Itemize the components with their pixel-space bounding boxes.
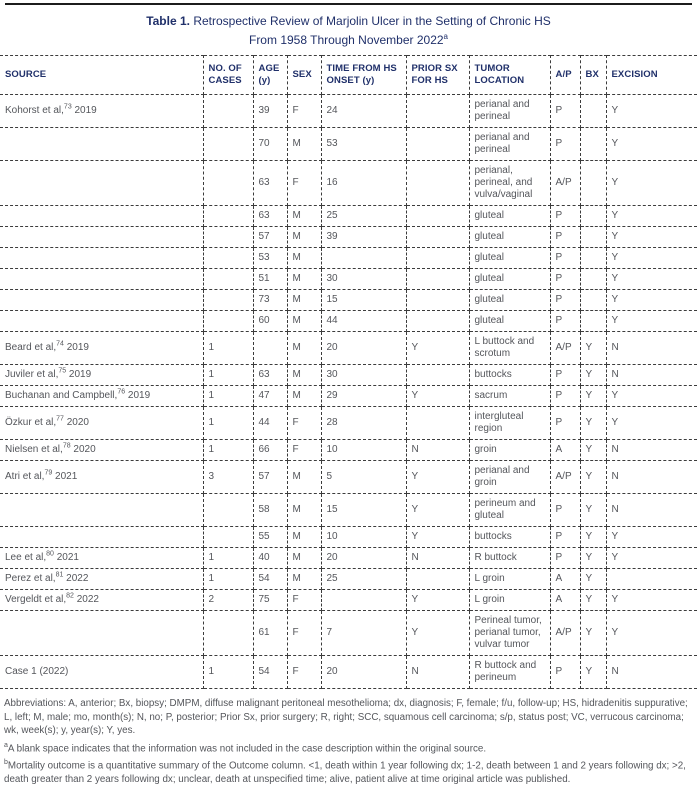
- excision-cell: Y: [606, 128, 697, 161]
- excision-cell: Y: [606, 269, 697, 290]
- source-cell: Perez et al,$^{81}$ 2022: [0, 569, 203, 590]
- citation-superscript: 79: [44, 469, 53, 477]
- biopsy-cell: Y: [580, 461, 606, 494]
- table-body: [0, 95, 697, 689]
- anterior-posterior-cell: A: [550, 440, 580, 461]
- time-from-hs-onset-cell: 30: [321, 365, 406, 386]
- biopsy-cell: [580, 269, 606, 290]
- abbreviations-note: Abbreviations: A, anterior; Bx, biopsy; DMPM, diffuse malignant peritoneal mesothelioma; dx, diagnosis; F, female; f/u, follow-up; HS, hidradenitis suppurative; L, left; M, male; mo, month(s); N, no; P, posterior; Prior Sx, prior surgery; R, right; SCC, squamous cell carcinoma; s/p, status post; VC, verrucous carcinoma; wk, week(s); y, year(s); Y, yes.: [4, 698, 688, 736]
- biopsy-cell: [580, 161, 606, 206]
- table-header: [0, 56, 697, 95]
- biopsy-cell: Y: [580, 332, 606, 365]
- time-from-hs-onset-cell: 29: [321, 386, 406, 407]
- prior-sx-cell: [406, 407, 469, 440]
- tumor-location-cell: intergluteal region: [469, 407, 550, 440]
- table-row: [0, 269, 697, 290]
- source-cell: Nielsen et al,$^{78}$ 2020: [0, 440, 203, 461]
- age-cell: 57: [253, 227, 287, 248]
- table-title-line2: From 1958 Through November 2022: [248, 33, 444, 47]
- excision-cell: Y: [606, 95, 697, 128]
- anterior-posterior-cell: A: [550, 569, 580, 590]
- marjolin-ulcer-review-table: [0, 55, 697, 689]
- age-cell: 73: [253, 290, 287, 311]
- tumor-location-cell: groin: [469, 440, 550, 461]
- anterior-posterior-cell: P: [550, 386, 580, 407]
- prior-sx-cell: Y: [406, 386, 469, 407]
- table-row: [0, 248, 697, 269]
- cases-cell: 1: [203, 365, 253, 386]
- tumor-location-cell: L buttock and scrotum: [469, 332, 550, 365]
- col-header-time-from-hs-onset: TIME FROM HS ONSET (y): [321, 56, 406, 95]
- cases-cell: [203, 227, 253, 248]
- col-header-sex: SEX: [287, 56, 321, 95]
- sex-cell: M: [287, 269, 321, 290]
- citation-superscript: 77: [56, 415, 64, 423]
- prior-sx-cell: Y: [406, 494, 469, 527]
- source-cell: Beard et al,$^{74}$ 2019: [0, 332, 203, 365]
- footnote-b-text: Mortality outcome is a quantitative summary of the Outcome column. <1, death within 1 year following dx; 1-2, death between 1 and 2 years following dx; >2, death greater than 2 years following dx; unclear, death at unspecified time; alive, patient alive at time original article was published.: [4, 760, 686, 786]
- sex-cell: F: [287, 611, 321, 656]
- age-cell: 63: [253, 365, 287, 386]
- sex-cell: F: [287, 407, 321, 440]
- table-row: [0, 290, 697, 311]
- biopsy-cell: [580, 128, 606, 161]
- sex-cell: M: [287, 227, 321, 248]
- source-cell: Juviler et al,$^{75}$ 2019: [0, 365, 203, 386]
- footnote-b: [4, 756, 693, 786]
- sex-cell: F: [287, 656, 321, 689]
- sex-cell: M: [287, 569, 321, 590]
- col-header-tumor-location: TUMOR LOCATION: [469, 56, 550, 95]
- anterior-posterior-cell: A: [550, 590, 580, 611]
- table-row: [0, 128, 697, 161]
- cases-cell: [203, 269, 253, 290]
- prior-sx-cell: [406, 128, 469, 161]
- anterior-posterior-cell: P: [550, 365, 580, 386]
- source-cell: [0, 527, 203, 548]
- table-row: [0, 161, 697, 206]
- anterior-posterior-cell: P: [550, 206, 580, 227]
- source-cell: [0, 227, 203, 248]
- footnote-a-marker: a: [4, 741, 8, 749]
- age-cell: 61: [253, 611, 287, 656]
- biopsy-cell: Y: [580, 569, 606, 590]
- table-row: [0, 386, 697, 407]
- time-from-hs-onset-cell: 20: [321, 656, 406, 689]
- prior-sx-cell: [406, 248, 469, 269]
- anterior-posterior-cell: P: [550, 494, 580, 527]
- source-cell: Lee et al,$^{80}$ 2021: [0, 548, 203, 569]
- tumor-location-cell: buttocks: [469, 527, 550, 548]
- source-cell: [0, 290, 203, 311]
- excision-cell: Y: [606, 590, 697, 611]
- excision-cell: N: [606, 440, 697, 461]
- tumor-location-cell: sacrum: [469, 386, 550, 407]
- prior-sx-cell: Y: [406, 611, 469, 656]
- tumor-location-cell: R buttock and perineum: [469, 656, 550, 689]
- col-header-age: AGE (y): [253, 56, 287, 95]
- table-row: [0, 527, 697, 548]
- anterior-posterior-cell: A/P: [550, 611, 580, 656]
- age-cell: 57: [253, 461, 287, 494]
- tumor-location-cell: Perineal tumor, perianal tumor, vulvar tumor: [469, 611, 550, 656]
- tumor-location-cell: gluteal: [469, 206, 550, 227]
- table-row: [0, 656, 697, 689]
- cases-cell: 2: [203, 590, 253, 611]
- time-from-hs-onset-cell: 30: [321, 269, 406, 290]
- time-from-hs-onset-cell: 10: [321, 440, 406, 461]
- source-cell: [0, 494, 203, 527]
- excision-cell: N: [606, 332, 697, 365]
- tumor-location-cell: perianal and perineal: [469, 95, 550, 128]
- age-cell: 58: [253, 494, 287, 527]
- source-cell: [0, 206, 203, 227]
- prior-sx-cell: [406, 227, 469, 248]
- prior-sx-cell: N: [406, 548, 469, 569]
- prior-sx-cell: [406, 269, 469, 290]
- excision-cell: N: [606, 494, 697, 527]
- excision-cell: N: [606, 365, 697, 386]
- source-cell: [0, 161, 203, 206]
- sex-cell: M: [287, 290, 321, 311]
- source-cell: [0, 248, 203, 269]
- footnote-a-text: A blank space indicates that the information was not included in the case description within the original source.: [7, 742, 487, 754]
- citation-superscript: 75: [58, 367, 67, 375]
- anterior-posterior-cell: A/P: [550, 461, 580, 494]
- citation-superscript: 76: [117, 388, 126, 396]
- biopsy-cell: Y: [580, 386, 606, 407]
- table-title: [30, 14, 667, 48]
- time-from-hs-onset-cell: 39: [321, 227, 406, 248]
- citation-superscript: 82: [66, 592, 74, 600]
- sex-cell: M: [287, 128, 321, 161]
- table-row: [0, 611, 697, 656]
- header-row: [0, 56, 697, 95]
- biopsy-cell: [580, 95, 606, 128]
- time-from-hs-onset-cell: 24: [321, 95, 406, 128]
- cases-cell: [203, 161, 253, 206]
- col-header-excision: EXCISION: [606, 56, 697, 95]
- tumor-location-cell: buttocks: [469, 365, 550, 386]
- biopsy-cell: [580, 206, 606, 227]
- anterior-posterior-cell: P: [550, 407, 580, 440]
- table-number-label: Table 1.: [146, 14, 190, 28]
- prior-sx-cell: [406, 290, 469, 311]
- prior-sx-cell: [406, 569, 469, 590]
- sex-cell: F: [287, 440, 321, 461]
- time-from-hs-onset-cell: [321, 590, 406, 611]
- biopsy-cell: [580, 311, 606, 332]
- source-cell: Atri et al,$^{79}$ 2021: [0, 461, 203, 494]
- excision-cell: Y: [606, 386, 697, 407]
- tumor-location-cell: gluteal: [469, 248, 550, 269]
- excision-cell: Y: [606, 311, 697, 332]
- col-header-no-of-cases: NO. OF CASES: [203, 56, 253, 95]
- excision-cell: [606, 569, 697, 590]
- citation-superscript: 74: [56, 340, 64, 348]
- biopsy-cell: Y: [580, 365, 606, 386]
- cases-cell: 1: [203, 386, 253, 407]
- sex-cell: M: [287, 386, 321, 407]
- anterior-posterior-cell: P: [550, 269, 580, 290]
- tumor-location-cell: L groin: [469, 569, 550, 590]
- cases-cell: [203, 128, 253, 161]
- anterior-posterior-cell: P: [550, 527, 580, 548]
- age-cell: 63: [253, 206, 287, 227]
- sex-cell: M: [287, 311, 321, 332]
- sex-cell: F: [287, 95, 321, 128]
- age-cell: 63: [253, 161, 287, 206]
- age-cell: 51: [253, 269, 287, 290]
- citation-superscript: 73: [63, 103, 72, 111]
- time-from-hs-onset-cell: 15: [321, 290, 406, 311]
- tumor-location-cell: L groin: [469, 590, 550, 611]
- top-rule: [5, 3, 692, 5]
- time-from-hs-onset-cell: 28: [321, 407, 406, 440]
- prior-sx-cell: [406, 365, 469, 386]
- tumor-location-cell: gluteal: [469, 269, 550, 290]
- prior-sx-cell: [406, 206, 469, 227]
- source-cell: Kohorst et al,$^{73}$ 2019: [0, 95, 203, 128]
- prior-sx-cell: [406, 311, 469, 332]
- cases-cell: [203, 527, 253, 548]
- biopsy-cell: [580, 248, 606, 269]
- excision-cell: Y: [606, 548, 697, 569]
- age-cell: 53: [253, 248, 287, 269]
- footnotes-block: [4, 697, 693, 787]
- sex-cell: F: [287, 161, 321, 206]
- source-cell: Vergeldt et al,$^{82}$ 2022: [0, 590, 203, 611]
- source-cell: [0, 128, 203, 161]
- time-from-hs-onset-cell: 5: [321, 461, 406, 494]
- title-footnote-marker: a: [443, 32, 448, 41]
- table-row: [0, 440, 697, 461]
- sex-cell: M: [287, 548, 321, 569]
- excision-cell: N: [606, 461, 697, 494]
- table-title-line1: Retrospective Review of Marjolin Ulcer in the Setting of Chronic HS: [189, 14, 551, 28]
- anterior-posterior-cell: P: [550, 128, 580, 161]
- anterior-posterior-cell: A/P: [550, 161, 580, 206]
- tumor-location-cell: gluteal: [469, 290, 550, 311]
- age-cell: 39: [253, 95, 287, 128]
- age-cell: 60: [253, 311, 287, 332]
- time-from-hs-onset-cell: 20: [321, 332, 406, 365]
- footnote-a: [4, 739, 693, 756]
- tumor-location-cell: R buttock: [469, 548, 550, 569]
- prior-sx-cell: [406, 161, 469, 206]
- source-cell: Buchanan and Campbell,$^{76}$ 2019: [0, 386, 203, 407]
- tumor-location-cell: gluteal: [469, 311, 550, 332]
- sex-cell: M: [287, 494, 321, 527]
- cases-cell: 1: [203, 332, 253, 365]
- excision-cell: Y: [606, 407, 697, 440]
- prior-sx-cell: Y: [406, 527, 469, 548]
- anterior-posterior-cell: P: [550, 95, 580, 128]
- age-cell: 66: [253, 440, 287, 461]
- col-header-prior-sx-for-hs: PRIOR SX FOR HS: [406, 56, 469, 95]
- sex-cell: F: [287, 590, 321, 611]
- biopsy-cell: Y: [580, 527, 606, 548]
- cases-cell: [203, 206, 253, 227]
- table-row: [0, 365, 697, 386]
- anterior-posterior-cell: A/P: [550, 332, 580, 365]
- biopsy-cell: [580, 227, 606, 248]
- tumor-location-cell: perianal and groin: [469, 461, 550, 494]
- prior-sx-cell: Y: [406, 332, 469, 365]
- table-row: [0, 206, 697, 227]
- table-row: [0, 461, 697, 494]
- sex-cell: M: [287, 461, 321, 494]
- excision-cell: Y: [606, 611, 697, 656]
- cases-cell: 3: [203, 461, 253, 494]
- biopsy-cell: Y: [580, 611, 606, 656]
- excision-cell: Y: [606, 161, 697, 206]
- tumor-location-cell: perineum and gluteal: [469, 494, 550, 527]
- table-row: [0, 332, 697, 365]
- excision-cell: Y: [606, 527, 697, 548]
- anterior-posterior-cell: P: [550, 311, 580, 332]
- col-header-ap: A/P: [550, 56, 580, 95]
- sex-cell: M: [287, 206, 321, 227]
- biopsy-cell: Y: [580, 494, 606, 527]
- time-from-hs-onset-cell: 53: [321, 128, 406, 161]
- table-row: [0, 548, 697, 569]
- time-from-hs-onset-cell: 25: [321, 206, 406, 227]
- prior-sx-cell: Y: [406, 461, 469, 494]
- citation-superscript: 78: [62, 442, 71, 450]
- biopsy-cell: Y: [580, 548, 606, 569]
- table-row: [0, 569, 697, 590]
- biopsy-cell: Y: [580, 440, 606, 461]
- age-cell: 55: [253, 527, 287, 548]
- age-cell: [253, 332, 287, 365]
- time-from-hs-onset-cell: 15: [321, 494, 406, 527]
- age-cell: 44: [253, 407, 287, 440]
- time-from-hs-onset-cell: 44: [321, 311, 406, 332]
- citation-superscript: 80: [46, 550, 54, 558]
- time-from-hs-onset-cell: 25: [321, 569, 406, 590]
- col-header-bx: BX: [580, 56, 606, 95]
- time-from-hs-onset-cell: 10: [321, 527, 406, 548]
- biopsy-cell: Y: [580, 590, 606, 611]
- table-row: [0, 590, 697, 611]
- article-table-page: [0, 3, 697, 800]
- time-from-hs-onset-cell: 16: [321, 161, 406, 206]
- table-row: [0, 95, 697, 128]
- table-row: [0, 494, 697, 527]
- time-from-hs-onset-cell: 20: [321, 548, 406, 569]
- age-cell: 54: [253, 569, 287, 590]
- cases-cell: [203, 611, 253, 656]
- tumor-location-cell: gluteal: [469, 227, 550, 248]
- excision-cell: Y: [606, 206, 697, 227]
- tumor-location-cell: perianal and perineal: [469, 128, 550, 161]
- table-row: [0, 311, 697, 332]
- cases-cell: [203, 311, 253, 332]
- time-from-hs-onset-cell: 7: [321, 611, 406, 656]
- sex-cell: M: [287, 527, 321, 548]
- biopsy-cell: Y: [580, 656, 606, 689]
- excision-cell: Y: [606, 248, 697, 269]
- source-cell: [0, 269, 203, 290]
- cases-cell: [203, 95, 253, 128]
- table-row: [0, 407, 697, 440]
- age-cell: 47: [253, 386, 287, 407]
- excision-cell: Y: [606, 227, 697, 248]
- age-cell: 70: [253, 128, 287, 161]
- time-from-hs-onset-cell: [321, 248, 406, 269]
- cases-cell: 1: [203, 548, 253, 569]
- anterior-posterior-cell: P: [550, 548, 580, 569]
- prior-sx-cell: Y: [406, 590, 469, 611]
- cases-cell: 1: [203, 569, 253, 590]
- prior-sx-cell: N: [406, 440, 469, 461]
- cases-cell: 1: [203, 440, 253, 461]
- source-cell: [0, 311, 203, 332]
- col-header-source: SOURCE: [0, 56, 203, 95]
- cases-cell: [203, 494, 253, 527]
- cases-cell: 1: [203, 407, 253, 440]
- table-row: [0, 227, 697, 248]
- prior-sx-cell: [406, 95, 469, 128]
- sex-cell: M: [287, 332, 321, 365]
- age-cell: 40: [253, 548, 287, 569]
- sex-cell: M: [287, 365, 321, 386]
- cases-cell: [203, 248, 253, 269]
- anterior-posterior-cell: P: [550, 248, 580, 269]
- excision-cell: Y: [606, 290, 697, 311]
- source-cell: [0, 611, 203, 656]
- sex-cell: M: [287, 248, 321, 269]
- source-cell: Case 1 (2022): [0, 656, 203, 689]
- age-cell: 54: [253, 656, 287, 689]
- anterior-posterior-cell: P: [550, 290, 580, 311]
- biopsy-cell: [580, 290, 606, 311]
- prior-sx-cell: N: [406, 656, 469, 689]
- biopsy-cell: Y: [580, 407, 606, 440]
- age-cell: 75: [253, 590, 287, 611]
- citation-superscript: 81: [55, 571, 64, 579]
- source-cell: Özkur et al,$^{77}$ 2020: [0, 407, 203, 440]
- cases-cell: 1: [203, 656, 253, 689]
- tumor-location-cell: perianal, perineal, and vulva/vaginal: [469, 161, 550, 206]
- anterior-posterior-cell: P: [550, 656, 580, 689]
- footnote-b-marker: b: [4, 759, 8, 767]
- anterior-posterior-cell: P: [550, 227, 580, 248]
- excision-cell: N: [606, 656, 697, 689]
- cases-cell: [203, 290, 253, 311]
